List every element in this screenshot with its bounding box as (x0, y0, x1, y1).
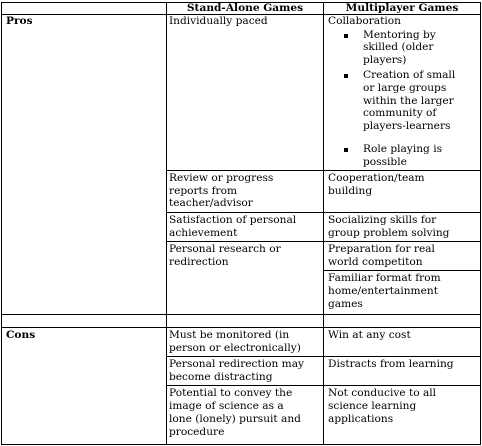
cell-text: teacher/advisor (169, 197, 253, 209)
cell-text: Not conducive to all (328, 387, 437, 399)
row-divider (166, 356, 481, 357)
cell-text: group problem solving (328, 227, 450, 239)
cell-text: Mentoring by (363, 29, 436, 41)
row-divider (323, 270, 481, 271)
cell-text: games (328, 298, 363, 310)
cell-text: Individually paced (169, 15, 268, 27)
cell-text: Win at any cost (328, 329, 411, 341)
cell-text: Collaboration (328, 15, 401, 27)
cell-text: redirection (169, 256, 229, 268)
table-border-left (1, 2, 2, 445)
cell-text: Socializing skills for (328, 214, 437, 226)
row-divider (166, 170, 481, 171)
cell-text: players-learners (363, 120, 451, 132)
cell-text: applications (328, 413, 394, 425)
cell-text: Creation of small (363, 69, 456, 81)
section-divider (1, 314, 481, 315)
cell-text: skilled (older (363, 41, 434, 53)
cell-text: possible (363, 156, 407, 168)
cell-text: reports from (169, 185, 238, 197)
cell-text: Distracts from learning (328, 358, 454, 370)
cell-text: science learning (328, 400, 417, 412)
cell-text: achievement (169, 227, 238, 239)
cell-text: lone (lonely) pursuit and (169, 413, 301, 425)
bullet-icon (344, 74, 348, 78)
cell-text: Personal research or (169, 243, 281, 255)
bullet-icon (344, 34, 348, 38)
header-multiplayer: Multiplayer Games (345, 2, 459, 14)
column-divider-1 (166, 2, 167, 445)
cell-text: Cooperation/team (328, 172, 425, 184)
cell-text: Review or progress (169, 172, 274, 184)
cell-text: building (328, 185, 373, 197)
table-border-right (480, 2, 481, 445)
cell-text: home/entertainment (328, 285, 438, 297)
cell-text: Must be monitored (in (169, 329, 290, 341)
cell-text: players) (363, 54, 407, 66)
row-divider (166, 385, 481, 386)
cell-text: Role playing is (363, 143, 443, 155)
cons-label: Cons (6, 329, 36, 341)
cell-text: become distracting (169, 371, 273, 383)
table-border-bottom (1, 444, 481, 445)
header-stand-alone: Stand-Alone Games (186, 2, 304, 14)
column-divider-2 (323, 2, 324, 445)
cell-text: community of (363, 107, 437, 119)
cell-text: person or electronically) (169, 342, 301, 354)
bullet-icon (344, 148, 348, 152)
cell-text: image of science as a (169, 400, 284, 412)
cell-text: Familiar format from (328, 272, 441, 284)
cell-text: Personal redirection may (169, 358, 305, 370)
cell-text: procedure (169, 426, 225, 438)
row-divider (166, 212, 481, 213)
section-divider (1, 327, 481, 328)
cell-text: Satisfaction of personal (169, 214, 297, 226)
cell-text: or large groups (363, 82, 447, 94)
cell-text: Preparation for real (328, 243, 435, 255)
pros-label: Pros (6, 15, 33, 27)
cell-text: world competiton (328, 256, 423, 268)
cell-text: Potential to convey the (169, 387, 293, 399)
row-divider (166, 241, 481, 242)
cell-text: within the larger (363, 95, 454, 107)
